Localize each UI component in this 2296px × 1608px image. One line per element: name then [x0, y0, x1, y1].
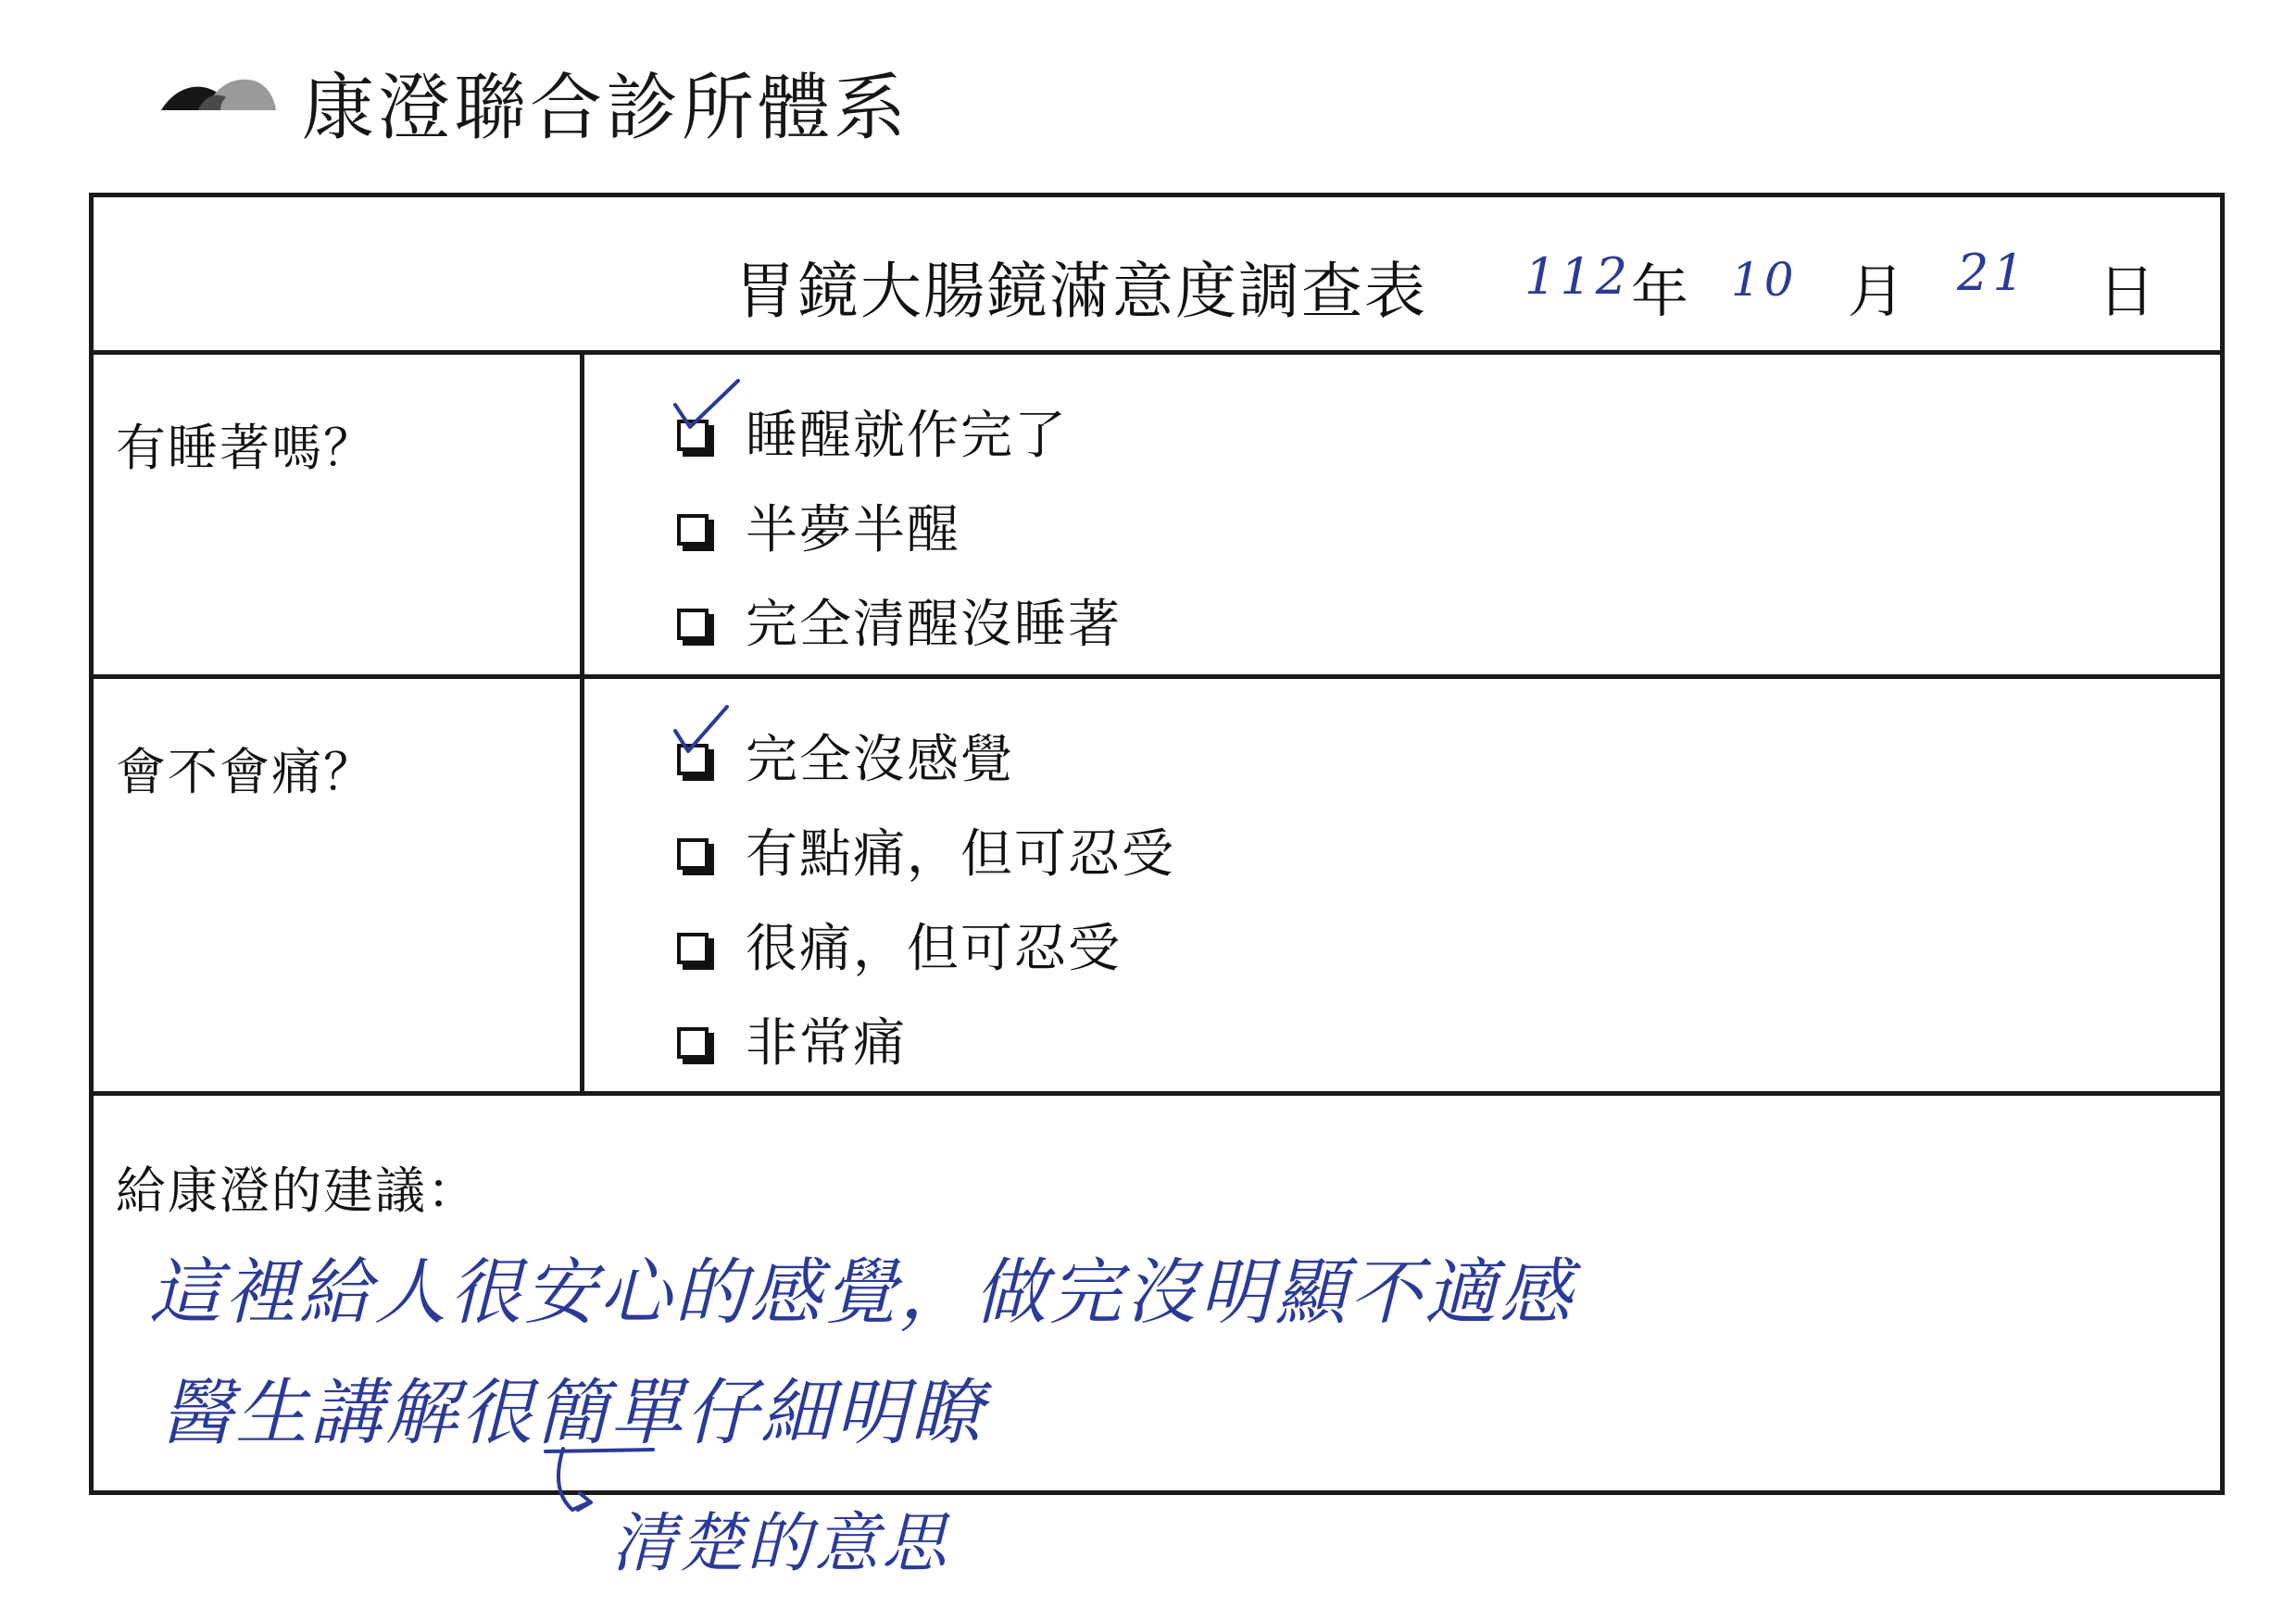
checkbox[interactable] — [677, 838, 709, 870]
column-divider — [580, 355, 584, 674]
date-year-value[interactable]: 112 — [1524, 247, 1632, 306]
letterhead — [157, 51, 910, 153]
date-day-value[interactable]: 21 — [1957, 244, 2028, 302]
clinic-logo-icon — [157, 69, 278, 134]
sleep-option[interactable] — [677, 403, 1122, 497]
form-title: 胃鏡大腸鏡滿意度調查表 — [734, 256, 1427, 327]
column-divider — [580, 679, 584, 1091]
question-sleep-label: 有睡著嗎？ — [116, 419, 375, 477]
pain-option[interactable] — [677, 1011, 1175, 1105]
option-label: 有點痛，但可忍受 — [746, 824, 1175, 885]
date-month-unit: 月 — [1848, 258, 1906, 325]
survey-form — [89, 193, 2225, 1495]
suggestion-label: 給康澄的建議： — [116, 1162, 479, 1220]
question-pain-label: 會不會痛？ — [116, 743, 375, 801]
annotation-arrow-icon — [546, 1445, 621, 1528]
suggestion-annotation[interactable]: 清楚的意思 — [611, 1505, 949, 1581]
organization-name: 康澄聯合診所體系 — [302, 67, 910, 150]
checkmark-icon — [670, 703, 744, 768]
option-label: 很痛，但可忍受 — [746, 919, 1122, 979]
date-day-unit: 日 — [2098, 258, 2156, 325]
checkbox[interactable] — [677, 1027, 709, 1059]
pain-option[interactable] — [677, 727, 1175, 822]
pain-options — [677, 727, 1175, 1105]
suggestion-line-1[interactable]: 這裡給人很安心的感覺，做完沒明顯不適感 — [149, 1251, 1575, 1335]
suggestion-line-2[interactable]: 醫生講解很簡單仔細明瞭 — [160, 1372, 986, 1455]
checkmark-icon — [670, 379, 744, 444]
option-label: 睡醒就作完了 — [746, 406, 1068, 466]
sleep-option[interactable] — [677, 592, 1122, 686]
checkbox[interactable] — [677, 609, 709, 640]
option-label: 非常痛 — [746, 1013, 907, 1074]
pain-option[interactable] — [677, 822, 1175, 916]
question-pain-row — [94, 679, 2220, 1096]
date-month-value[interactable]: 10 — [1731, 253, 1798, 307]
title-row — [94, 197, 2220, 355]
option-label: 半夢半醒 — [746, 500, 960, 560]
option-label: 完全清醒沒睡著 — [746, 595, 1122, 655]
date-year-unit: 年 — [1631, 258, 1689, 325]
suggestion-row — [94, 1096, 2220, 1490]
sleep-option[interactable] — [677, 497, 1122, 592]
question-sleep-row — [94, 355, 2220, 679]
checkbox[interactable] — [677, 933, 709, 964]
pain-option[interactable] — [677, 916, 1175, 1011]
option-label: 完全沒感覺 — [746, 730, 1014, 790]
sleep-options — [677, 403, 1122, 686]
checkbox[interactable] — [677, 514, 709, 546]
